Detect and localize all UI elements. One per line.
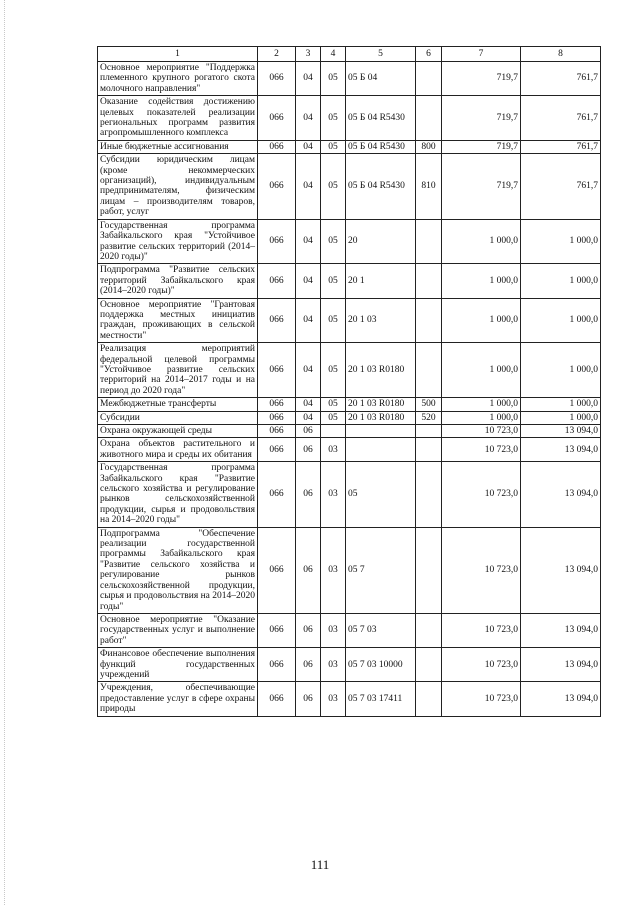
table-header-row bbox=[98, 47, 601, 62]
header-cell: 2 bbox=[258, 47, 296, 62]
section-code-cell: 04 bbox=[296, 96, 321, 141]
section-code-cell: 04 bbox=[296, 343, 321, 398]
amount-col7-cell: 10 723,0 bbox=[442, 613, 521, 647]
ministry-code-cell: 066 bbox=[258, 527, 296, 613]
item-name-cell: Субсидии юридическим лицам (кроме некоммерческих организаций), индивидуальным предпринимателям, физическим лицам – производителям товаров, работ, услуг bbox=[98, 154, 258, 219]
expense-type-cell bbox=[416, 462, 442, 527]
table-row bbox=[98, 438, 601, 462]
table-row bbox=[98, 343, 601, 398]
amount-col7-cell: 1 000,0 bbox=[442, 398, 521, 411]
item-name-cell: Оказание содействия достижению целевых показателей реализации региональных программ развития агропромышленного комплекса bbox=[98, 96, 258, 141]
expense-type-cell bbox=[416, 298, 442, 343]
table-row bbox=[98, 140, 601, 153]
amount-col8-cell: 13 094,0 bbox=[521, 682, 601, 716]
table-row bbox=[98, 154, 601, 219]
scan-edge-line bbox=[4, 0, 5, 905]
header-cell: 8 bbox=[521, 47, 601, 62]
table-row bbox=[98, 62, 601, 96]
ministry-code-cell: 066 bbox=[258, 425, 296, 438]
amount-col7-cell: 10 723,0 bbox=[442, 462, 521, 527]
expense-type-cell bbox=[416, 219, 442, 264]
ministry-code-cell: 066 bbox=[258, 462, 296, 527]
expense-type-cell bbox=[416, 613, 442, 647]
budget-table bbox=[97, 46, 601, 717]
ministry-code-cell: 066 bbox=[258, 682, 296, 716]
amount-col7-cell: 719,7 bbox=[442, 154, 521, 219]
amount-col7-cell: 10 723,0 bbox=[442, 527, 521, 613]
subsection-code-cell: 03 bbox=[321, 648, 346, 682]
amount-col8-cell: 1 000,0 bbox=[521, 298, 601, 343]
target-article-cell: 20 1 03 R0180 bbox=[346, 343, 416, 398]
amount-col8-cell: 1 000,0 bbox=[521, 264, 601, 298]
section-code-cell: 04 bbox=[296, 298, 321, 343]
table-row bbox=[98, 682, 601, 716]
amount-col8-cell: 1 000,0 bbox=[521, 219, 601, 264]
section-code-cell: 04 bbox=[296, 62, 321, 96]
header-cell: 3 bbox=[296, 47, 321, 62]
ministry-code-cell: 066 bbox=[258, 398, 296, 411]
subsection-code-cell: 05 bbox=[321, 343, 346, 398]
section-code-cell: 06 bbox=[296, 425, 321, 438]
ministry-code-cell: 066 bbox=[258, 613, 296, 647]
subsection-code-cell: 05 bbox=[321, 411, 346, 424]
target-article-cell: 20 1 bbox=[346, 264, 416, 298]
amount-col8-cell: 13 094,0 bbox=[521, 462, 601, 527]
amount-col7-cell: 719,7 bbox=[442, 62, 521, 96]
amount-col7-cell: 719,7 bbox=[442, 140, 521, 153]
item-name-cell: Подпрограмма "Обеспечение реализации государственной программы Забайкальского края "Развитие сельского хозяйства и регулирование рынков сельскохозяйственной продукции, сырья и продовольствия на 2014–2020 годы" bbox=[98, 527, 258, 613]
amount-col7-cell: 10 723,0 bbox=[442, 682, 521, 716]
section-code-cell: 04 bbox=[296, 140, 321, 153]
item-name-cell: Финансовое обеспечение выполнения функций государственных учреждений bbox=[98, 648, 258, 682]
header-cell: 7 bbox=[442, 47, 521, 62]
target-article-cell: 05 7 03 bbox=[346, 613, 416, 647]
amount-col7-cell: 1 000,0 bbox=[442, 264, 521, 298]
table-row bbox=[98, 462, 601, 527]
expense-type-cell bbox=[416, 343, 442, 398]
subsection-code-cell: 05 bbox=[321, 219, 346, 264]
expense-type-cell bbox=[416, 96, 442, 141]
subsection-code-cell: 05 bbox=[321, 154, 346, 219]
item-name-cell: Реализация мероприятий федеральной целевой программы "Устойчивое развитие сельских территорий на 2014–2017 годы и на период до 2020 года" bbox=[98, 343, 258, 398]
section-code-cell: 06 bbox=[296, 527, 321, 613]
amount-col8-cell: 1 000,0 bbox=[521, 398, 601, 411]
item-name-cell: Учреждения, обеспечивающие предоставление услуг в сфере охраны природы bbox=[98, 682, 258, 716]
expense-type-cell bbox=[416, 682, 442, 716]
amount-col7-cell: 10 723,0 bbox=[442, 438, 521, 462]
target-article-cell: 05 Б 04 R5430 bbox=[346, 96, 416, 141]
target-article-cell: 20 1 03 bbox=[346, 298, 416, 343]
expense-type-cell: 810 bbox=[416, 154, 442, 219]
item-name-cell: Основное мероприятие "Поддержка племенного крупного рогатого скота молочного направления" bbox=[98, 62, 258, 96]
target-article-cell: 20 bbox=[346, 219, 416, 264]
item-name-cell: Подпрограмма "Развитие сельских территорий Забайкальского края (2014–2020 годы)" bbox=[98, 264, 258, 298]
expense-type-cell bbox=[416, 62, 442, 96]
amount-col7-cell: 1 000,0 bbox=[442, 298, 521, 343]
target-article-cell: 20 1 03 R0180 bbox=[346, 411, 416, 424]
ministry-code-cell: 066 bbox=[258, 438, 296, 462]
target-article-cell: 05 Б 04 R5430 bbox=[346, 140, 416, 153]
target-article-cell: 20 1 03 R0180 bbox=[346, 398, 416, 411]
table-row bbox=[98, 96, 601, 141]
section-code-cell: 04 bbox=[296, 398, 321, 411]
item-name-cell: Государственная программа Забайкальского края "Устойчивое развитие сельских территорий (2014–2020 годы)" bbox=[98, 219, 258, 264]
amount-col8-cell: 761,7 bbox=[521, 140, 601, 153]
subsection-code-cell: 03 bbox=[321, 527, 346, 613]
amount-col7-cell: 10 723,0 bbox=[442, 648, 521, 682]
amount-col8-cell: 13 094,0 bbox=[521, 527, 601, 613]
ministry-code-cell: 066 bbox=[258, 298, 296, 343]
subsection-code-cell: 05 bbox=[321, 398, 346, 411]
subsection-code-cell: 03 bbox=[321, 438, 346, 462]
header-cell: 6 bbox=[416, 47, 442, 62]
amount-col8-cell: 761,7 bbox=[521, 96, 601, 141]
target-article-cell: 05 7 03 10000 bbox=[346, 648, 416, 682]
table-row bbox=[98, 264, 601, 298]
table-row bbox=[98, 613, 601, 647]
item-name-cell: Государственная программа Забайкальского края "Развитие сельского хозяйства и регулирование рынков сельскохозяйственной продукции, сырья и продовольствия на 2014–2020 годы" bbox=[98, 462, 258, 527]
table-row bbox=[98, 298, 601, 343]
subsection-code-cell: 05 bbox=[321, 62, 346, 96]
ministry-code-cell: 066 bbox=[258, 62, 296, 96]
expense-type-cell bbox=[416, 264, 442, 298]
amount-col8-cell: 13 094,0 bbox=[521, 425, 601, 438]
target-article-cell: 05 7 bbox=[346, 527, 416, 613]
item-name-cell: Межбюджетные трансферты bbox=[98, 398, 258, 411]
item-name-cell: Охрана объектов растительного и животного мира и среды их обитания bbox=[98, 438, 258, 462]
section-code-cell: 04 bbox=[296, 154, 321, 219]
ministry-code-cell: 066 bbox=[258, 343, 296, 398]
expense-type-cell bbox=[416, 527, 442, 613]
target-article-cell: 05 Б 04 bbox=[346, 62, 416, 96]
amount-col7-cell: 1 000,0 bbox=[442, 411, 521, 424]
table-row bbox=[98, 425, 601, 438]
ministry-code-cell: 066 bbox=[258, 411, 296, 424]
section-code-cell: 06 bbox=[296, 438, 321, 462]
table-row bbox=[98, 219, 601, 264]
subsection-code-cell bbox=[321, 425, 346, 438]
subsection-code-cell: 03 bbox=[321, 682, 346, 716]
ministry-code-cell: 066 bbox=[258, 154, 296, 219]
table-row bbox=[98, 527, 601, 613]
page-number: 111 bbox=[310, 857, 330, 872]
section-code-cell: 06 bbox=[296, 613, 321, 647]
expense-type-cell bbox=[416, 438, 442, 462]
subsection-code-cell: 05 bbox=[321, 96, 346, 141]
target-article-cell bbox=[346, 438, 416, 462]
section-code-cell: 06 bbox=[296, 462, 321, 527]
item-name-cell: Охрана окружающей среды bbox=[98, 425, 258, 438]
ministry-code-cell: 066 bbox=[258, 648, 296, 682]
expense-type-cell: 800 bbox=[416, 140, 442, 153]
subsection-code-cell: 03 bbox=[321, 613, 346, 647]
subsection-code-cell: 05 bbox=[321, 298, 346, 343]
ministry-code-cell: 066 bbox=[258, 140, 296, 153]
amount-col8-cell: 761,7 bbox=[521, 154, 601, 219]
subsection-code-cell: 05 bbox=[321, 264, 346, 298]
item-name-cell: Субсидии bbox=[98, 411, 258, 424]
target-article-cell: 05 bbox=[346, 462, 416, 527]
section-code-cell: 06 bbox=[296, 648, 321, 682]
subsection-code-cell: 05 bbox=[321, 140, 346, 153]
subsection-code-cell: 03 bbox=[321, 462, 346, 527]
ministry-code-cell: 066 bbox=[258, 264, 296, 298]
ministry-code-cell: 066 bbox=[258, 96, 296, 141]
section-code-cell: 06 bbox=[296, 682, 321, 716]
target-article-cell bbox=[346, 425, 416, 438]
header-cell: 4 bbox=[321, 47, 346, 62]
amount-col8-cell: 1 000,0 bbox=[521, 343, 601, 398]
section-code-cell: 04 bbox=[296, 411, 321, 424]
expense-type-cell bbox=[416, 648, 442, 682]
item-name-cell: Иные бюджетные ассигнования bbox=[98, 140, 258, 153]
section-code-cell: 04 bbox=[296, 264, 321, 298]
target-article-cell: 05 7 03 17411 bbox=[346, 682, 416, 716]
header-cell: 1 bbox=[98, 47, 258, 62]
item-name-cell: Основное мероприятие "Грантовая поддержка местных инициатив граждан, проживающих в сельской местности" bbox=[98, 298, 258, 343]
ministry-code-cell: 066 bbox=[258, 219, 296, 264]
amount-col8-cell: 13 094,0 bbox=[521, 648, 601, 682]
table-row bbox=[98, 398, 601, 411]
expense-type-cell bbox=[416, 425, 442, 438]
amount-col7-cell: 1 000,0 bbox=[442, 219, 521, 264]
item-name-cell: Основное мероприятие "Оказание государственных услуг и выполнение работ" bbox=[98, 613, 258, 647]
expense-type-cell: 500 bbox=[416, 398, 442, 411]
amount-col8-cell: 13 094,0 bbox=[521, 613, 601, 647]
amount-col8-cell: 13 094,0 bbox=[521, 438, 601, 462]
amount-col8-cell: 761,7 bbox=[521, 62, 601, 96]
amount-col7-cell: 719,7 bbox=[442, 96, 521, 141]
header-cell: 5 bbox=[346, 47, 416, 62]
expense-type-cell: 520 bbox=[416, 411, 442, 424]
target-article-cell: 05 Б 04 R5430 bbox=[346, 154, 416, 219]
table-row bbox=[98, 411, 601, 424]
amount-col8-cell: 1 000,0 bbox=[521, 411, 601, 424]
amount-col7-cell: 10 723,0 bbox=[442, 425, 521, 438]
table-row bbox=[98, 648, 601, 682]
section-code-cell: 04 bbox=[296, 219, 321, 264]
amount-col7-cell: 1 000,0 bbox=[442, 343, 521, 398]
